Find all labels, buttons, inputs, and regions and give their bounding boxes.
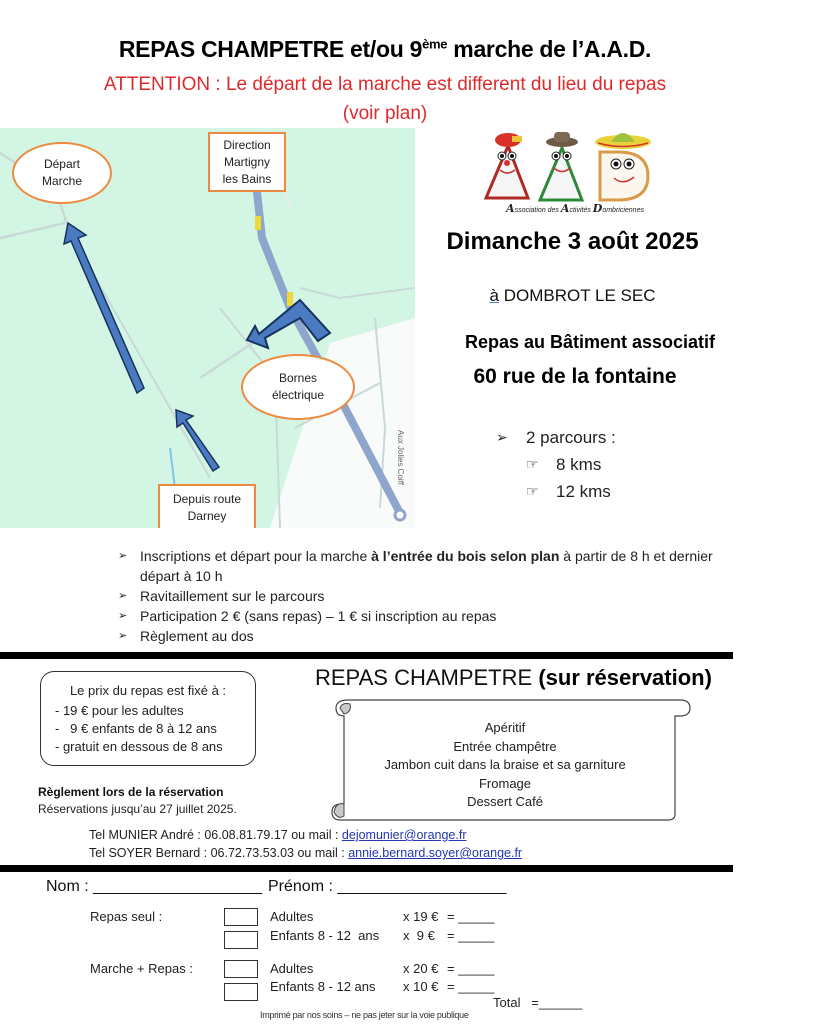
price-line: - 9 € enfants de 8 à 12 ans	[55, 721, 217, 736]
contact-text: Tel MUNIER André : 06.08.81.79.17 ou mail :	[89, 828, 342, 842]
nom-field[interactable]	[46, 878, 262, 896]
menu-title-text: REPAS CHAMPETRE	[315, 665, 539, 690]
section-divider	[0, 865, 733, 872]
contact-soyer	[89, 844, 522, 862]
callout-depart-marche	[12, 142, 112, 204]
price-line: - 19 € pour les adultes	[55, 703, 184, 718]
reservation-info	[38, 784, 237, 818]
menu-title-bold: (sur réservation)	[538, 665, 712, 690]
menu-item: Entrée champêtre	[453, 738, 557, 754]
callout-text: Darney	[187, 509, 227, 523]
checkbox-marche-adultes[interactable]	[224, 960, 258, 978]
venue-name: Repas au Bâtiment associatif	[464, 332, 716, 352]
info-bullets	[118, 546, 738, 646]
callout-bornes-electrique	[241, 354, 355, 420]
menu-item: Fromage	[478, 775, 532, 791]
row-amount-blank[interactable]: = _____	[447, 909, 495, 924]
row-amount-blank[interactable]: = _____	[447, 979, 495, 994]
callout-text: Martigny	[223, 154, 270, 169]
row-category: Adultes	[270, 909, 314, 924]
logo-initial: A	[560, 202, 570, 215]
contact-text: Tel SOYER Bernard : 06.72.73.53.03 ou mail :	[89, 846, 349, 860]
logo-letter-d	[595, 133, 651, 200]
callout-text: Bornes	[278, 371, 318, 385]
callout-text: électrique	[271, 388, 325, 402]
bullet-participation: ➢ Participation 2 € (sans repas) – 1 € si inscription au repas	[118, 606, 738, 626]
menu-item: Dessert Café	[467, 794, 543, 809]
section-divider	[0, 652, 733, 659]
row-amount-blank[interactable]: = _____	[447, 928, 495, 943]
menu-item: Jambon cuit dans la braise et sa garniture	[384, 757, 626, 772]
attention-line-2: (voir plan)	[342, 103, 428, 124]
footer-note: Imprimé par nos soins – ne pas jeter sur la voie publique	[260, 1010, 469, 1020]
reservation-payment: Règlement lors de la réservation	[38, 785, 224, 799]
contacts	[89, 826, 522, 862]
marche-repas-label: Marche + Repas :	[90, 961, 193, 976]
menu-items	[345, 719, 665, 812]
prenom-blank[interactable]: ___________________	[337, 878, 507, 895]
bullet-reglement: ➢ Règlement au dos	[118, 626, 738, 646]
bullet-bold-text: à l’entrée du bois selon plan	[371, 548, 560, 564]
bullet-inscriptions	[118, 546, 738, 586]
attention-line-1: ATTENTION : Le départ de la marche est different du lieu du repas	[103, 74, 667, 95]
email-link-munier[interactable]: dejomunier@orange.fr	[341, 828, 467, 842]
bullet-ravitaillement: ➢ Ravitaillement sur le parcours	[118, 586, 738, 606]
prenom-field[interactable]	[268, 878, 506, 896]
callout-text: Marche	[41, 174, 82, 188]
arrow-to-depart-icon	[64, 223, 144, 393]
parcours-label: 2 parcours :	[526, 428, 616, 447]
row-amount-blank[interactable]: = _____	[447, 961, 495, 976]
road-marker	[255, 216, 261, 230]
email-link-soyer[interactable]: annie.bernard.soyer@orange.fr	[348, 846, 523, 860]
logo-initial: D	[592, 202, 603, 215]
row-price: x 20 €	[403, 961, 439, 976]
logo-initial: A	[506, 202, 515, 215]
route-map	[0, 128, 415, 528]
logo-word: ssociation des	[514, 207, 561, 214]
callout-text: Départ	[43, 157, 80, 171]
logo-letter-a-red	[486, 133, 528, 198]
minor-road	[300, 288, 415, 298]
place-prefix: à	[489, 286, 499, 305]
map-pin-icon	[395, 510, 405, 520]
price-line: - gratuit en dessous de 8 ans	[55, 739, 223, 754]
logo-word: ctivités	[569, 207, 593, 214]
row-price: x 10 €	[403, 979, 439, 994]
callout-depuis-darney	[158, 484, 256, 528]
parcours-option: 12 kms	[556, 482, 611, 501]
logo-letter-a-green	[540, 132, 582, 200]
title-superscript: ème	[422, 36, 448, 52]
street-label: Aux Jolies Coiff	[396, 430, 405, 485]
row-category: Enfants 8 - 12 ans	[270, 928, 380, 943]
parcours-option: 8 kms	[556, 455, 602, 474]
checkbox-repas-adultes[interactable]	[224, 908, 258, 926]
stream	[170, 448, 175, 488]
callout-direction-martigny	[208, 132, 286, 192]
row-price: x 19 €	[403, 909, 439, 924]
event-place	[420, 286, 725, 306]
parcours-list	[496, 424, 616, 505]
road-marker	[287, 292, 293, 306]
place-name: DOMBROT LE SEC	[498, 286, 656, 305]
prenom-label: Prénom :	[268, 878, 333, 895]
nom-label: Nom :	[46, 878, 89, 895]
price-box	[40, 671, 256, 766]
menu-title	[315, 665, 712, 691]
pointing-hand-icon: ☞	[526, 483, 539, 499]
event-date: Dimanche 3 août 2025	[446, 228, 699, 255]
contact-munier	[89, 826, 522, 844]
callout-text: Direction	[223, 137, 271, 152]
title-main: REPAS CHAMPETRE et/ou 9	[118, 36, 423, 62]
repas-seul-label: Repas seul :	[90, 909, 163, 924]
nom-blank[interactable]: ___________________	[93, 878, 263, 895]
bullet-text: à partir de 8 h et dernier départ à 10 h	[140, 548, 713, 584]
venue-address: 60 rue de la fontaine	[473, 365, 677, 388]
callout-text: les Bains	[222, 171, 272, 186]
page-title	[0, 36, 770, 63]
minor-road	[0, 223, 65, 238]
menu-item: Apéritif	[484, 720, 526, 735]
checkbox-repas-enfants[interactable]	[224, 931, 258, 949]
arrowhead-bullet-icon: ➢	[496, 429, 508, 445]
title-end: marche de l’A.A.D.	[447, 36, 652, 62]
callout-text: Depuis route	[172, 492, 242, 506]
total-blank[interactable]: Total =______	[493, 995, 583, 1010]
attention-notice	[0, 70, 770, 128]
checkbox-marche-enfants[interactable]	[224, 983, 258, 1001]
reservation-deadline: Réservations jusqu’au 27 juillet 2025.	[38, 802, 237, 816]
arrow-from-darney-icon	[176, 410, 219, 471]
pointing-hand-icon: ☞	[526, 456, 539, 472]
price-heading: Le prix du repas est fixé à :	[69, 683, 227, 698]
logo-word: ombriciennes	[602, 207, 644, 214]
row-category: Adultes	[270, 961, 314, 976]
row-category: Enfants 8 - 12 ans	[270, 979, 376, 994]
bullet-text: Inscriptions et départ pour la marche	[140, 548, 372, 564]
row-price: x 9 €	[403, 928, 435, 943]
logo-subtitle	[470, 202, 680, 215]
